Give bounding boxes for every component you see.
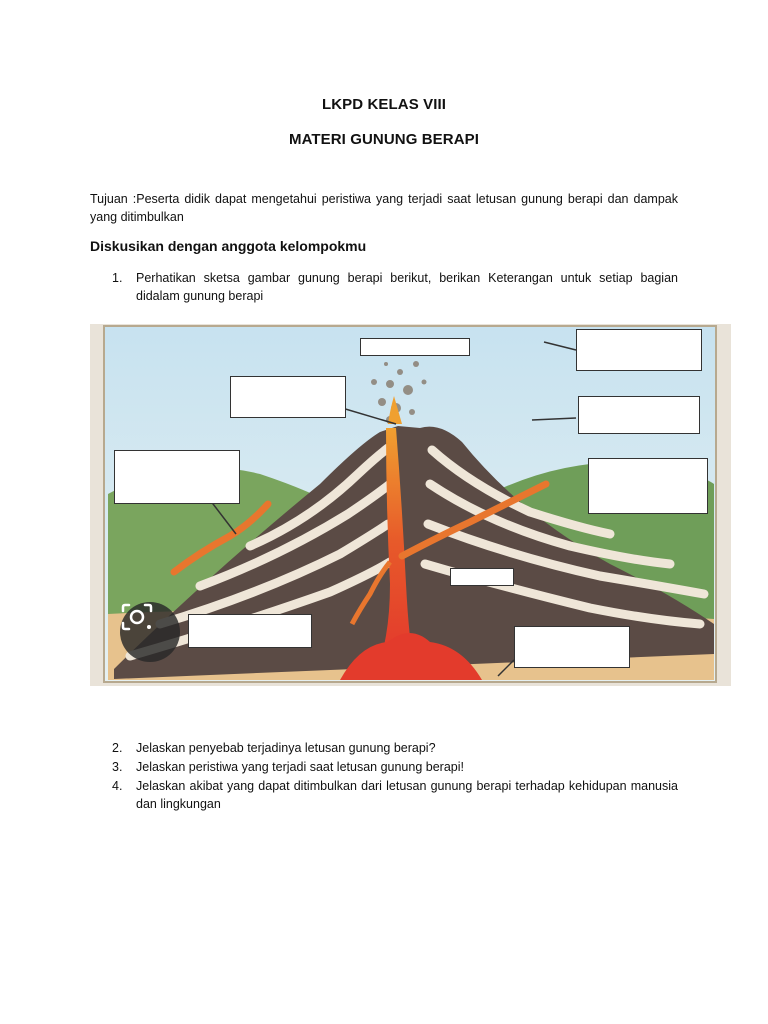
question-number: 1. (112, 271, 123, 285)
goal-text: Tujuan :Peserta didik dapat mengetahui peristiwa yang terjadi saat letusan gunung berapi dan dampak yang ditimbulkan (90, 192, 678, 224)
section-heading: Diskusikan dengan anggota kelompokmu (90, 238, 367, 254)
page-title: LKPD KELAS VIII (321, 96, 446, 113)
label-box-side-vent[interactable] (588, 458, 708, 514)
question-number: 2. (112, 741, 123, 755)
label-box-magma-chamber[interactable] (514, 626, 630, 668)
question-number: 3. (112, 760, 123, 774)
question-number: 4. (112, 779, 123, 793)
question-text: Jelaskan akibat yang dapat ditimbulkan dari letusan gunung berapi terhadap kehidupan manusia dan lingkungan (136, 779, 678, 811)
question-1 (112, 269, 678, 305)
label-box-ash-cloud[interactable] (360, 338, 470, 356)
label-box-lava-flow[interactable] (114, 450, 240, 504)
label-box-conduit[interactable] (450, 568, 514, 586)
question-4 (112, 777, 678, 813)
label-box-crater[interactable] (230, 376, 346, 418)
volcano-figure (90, 324, 731, 686)
question-2 (112, 739, 678, 757)
page-subtitle: MATERI GUNUNG BERAPI (288, 131, 480, 148)
question-text: Jelaskan peristiwa yang terjadi saat letusan gunung berapi! (136, 760, 464, 774)
question-text: Jelaskan penyebab terjadinya letusan gunung berapi? (136, 741, 436, 755)
camera-lens-icon (120, 602, 154, 632)
question-text: Perhatikan sketsa gambar gunung berapi berikut, berikan Keterangan untuk setiap bagian didalam gunung berapi (136, 271, 678, 303)
label-box-vent[interactable] (578, 396, 700, 434)
label-box-strata[interactable] (188, 614, 312, 648)
label-box-top-right[interactable] (576, 329, 702, 371)
question-3 (112, 758, 678, 776)
camera-lens-button[interactable] (120, 602, 180, 662)
